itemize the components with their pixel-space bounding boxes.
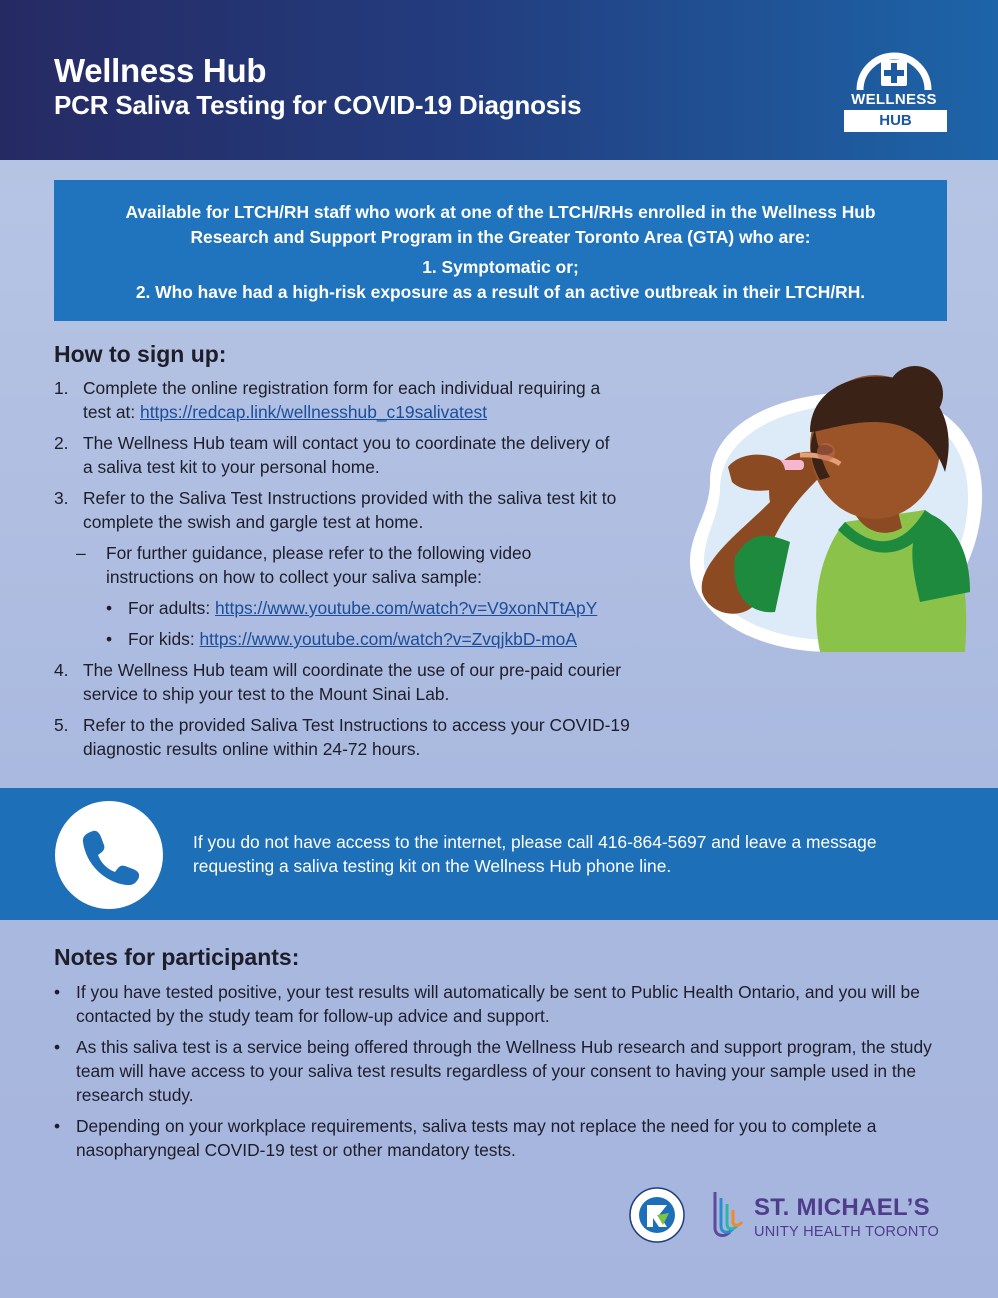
step-5: [54, 713, 704, 761]
st-michaels-subtitle: UNITY HEALTH TORONTO: [754, 1224, 940, 1240]
adults-label: For adults:: [128, 598, 215, 618]
page-header: [0, 0, 998, 160]
dash-marker: –: [76, 543, 86, 563]
signup-title: How to sign up:: [54, 341, 227, 367]
eligibility-criterion-2: 2. Who have had a high-risk exposure as a result of an active outbreak in their LTCH/RH.: [135, 282, 866, 302]
knowledge-translation-logo: [629, 1187, 685, 1243]
step-number: 4.: [54, 660, 69, 680]
note-text: If you have tested positive, your test results will automatically be sent to Public Health Ontario, and you will be contacted by the study team for follow-up advice and support.: [76, 982, 920, 1026]
eligibility-criterion-1: 1. Symptomatic or;: [422, 257, 579, 277]
phone-info-band: [0, 788, 998, 920]
eligibility-line-1: Available for LTCH/RH staff who work at one of the LTCH/RHs enrolled in the Wellness Hub: [125, 202, 876, 222]
eligibility-line-2: Research and Support Program in the Greater Toronto Area (GTA) who are:: [190, 227, 811, 247]
step-text: Refer to the provided Saliva Test Instructions to access your COVID-19 diagnostic results online within 24-72 hours.: [83, 715, 630, 759]
step-3: [54, 486, 654, 534]
note-text: Depending on your workplace requirements, saliva tests may not replace the need for you to complete a nasopharyngeal COVID-19 test or other mandatory tests.: [76, 1116, 877, 1160]
guidance-text: For further guidance, please refer to the following video instructions on how to collect your saliva sample:: [106, 543, 532, 587]
step-number: 1.: [54, 378, 69, 398]
logo-word: WELLNESS: [851, 91, 937, 108]
phone-icon: [79, 825, 139, 885]
registration-link[interactable]: https://redcap.link/wellnesshub_c19salivatest: [140, 402, 488, 422]
note-item: [54, 980, 944, 1028]
step-text: Refer to the Saliva Test Instructions provided with the saliva test kit to complete the swish and gargle test at home.: [83, 488, 617, 532]
bullet-marker: •: [54, 982, 61, 1002]
step-3-guidance: [54, 541, 614, 589]
step-2: [54, 431, 614, 479]
st-michaels-name: ST. MICHAEL’S: [754, 1194, 930, 1221]
phone-message: If you do not have access to the internet, please call 416-864-5697 and leave a message requesting a saliva testing kit on the Wellness Hub phone line.: [193, 832, 877, 876]
step-text: The Wellness Hub team will coordinate the use of our pre-paid courier service to ship your test to the Mount Sinai Lab.: [83, 660, 622, 704]
adults-video-link[interactable]: https://www.youtube.com/watch?v=V9xonNTtApY: [215, 598, 598, 618]
step-number: 3.: [54, 488, 69, 508]
adults-video-item: [54, 596, 704, 620]
notes-title: Notes for participants:: [54, 944, 300, 970]
logo-hub: HUB: [844, 110, 947, 132]
page-title: Wellness Hub: [54, 52, 267, 89]
step-text: Complete the online registration form for each individual requiring a test at:: [83, 378, 601, 422]
note-item: [54, 1114, 944, 1162]
bullet-marker: •: [54, 1037, 61, 1057]
eligibility-box: [54, 180, 947, 321]
kids-video-item: [54, 627, 704, 651]
signup-steps: [54, 376, 704, 768]
step-number: 2.: [54, 433, 69, 453]
step-1: [54, 376, 614, 424]
kids-video-link[interactable]: https://www.youtube.com/watch?v=ZvqjkbD-moA: [199, 629, 577, 649]
note-item: [54, 1035, 944, 1107]
bullet-marker: •: [106, 598, 113, 618]
phone-circle: [55, 801, 163, 909]
page-subtitle: PCR Saliva Testing for COVID-19 Diagnosis: [54, 90, 582, 120]
saliva-test-illustration: [670, 352, 990, 674]
bullet-marker: •: [106, 629, 113, 649]
step-text: The Wellness Hub team will contact you to coordinate the delivery of a saliva test kit to your personal home.: [83, 433, 610, 477]
step-4: [54, 658, 654, 706]
wellness-hub-logo: [840, 40, 948, 134]
bullet-marker: •: [54, 1116, 61, 1136]
step-number: 5.: [54, 715, 69, 735]
kids-label: For kids:: [128, 629, 200, 649]
st-michaels-logo: [712, 1188, 952, 1242]
st-michaels-logo-icon: [712, 1188, 748, 1240]
wellness-hub-logo-icon: [854, 40, 934, 92]
notes-list: [54, 980, 944, 1169]
note-text: As this saliva test is a service being offered through the Wellness Hub research and support program, the study team will have access to your saliva test results regardless of your consent to having your sample used in the research study.: [76, 1037, 932, 1105]
